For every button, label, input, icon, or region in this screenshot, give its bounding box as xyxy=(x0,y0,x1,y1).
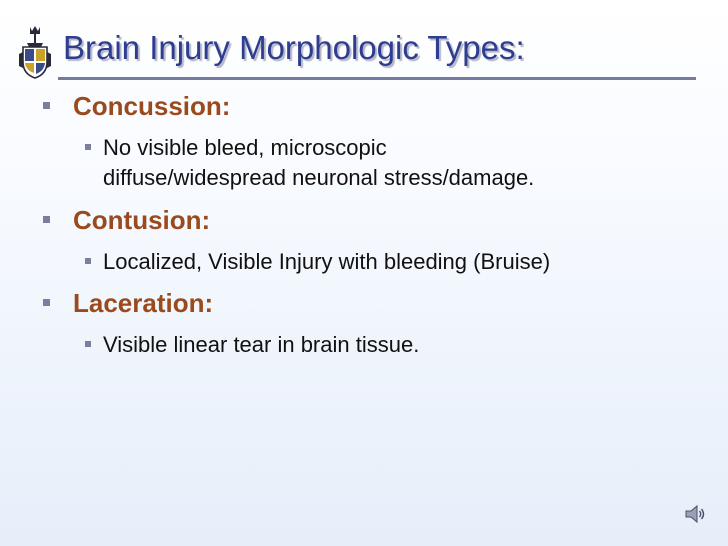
heading-contusion: Contusion: xyxy=(73,205,211,235)
sub-bullet-marker xyxy=(85,258,91,264)
heading-laceration: Laceration: xyxy=(73,288,214,318)
sub-bullet-marker xyxy=(85,144,91,150)
item-text-line: Visible linear tear in brain tissue. xyxy=(103,332,420,357)
sub-bullet-marker xyxy=(85,341,91,347)
heading-concussion: Concussion: xyxy=(73,91,231,121)
crest-logo-icon xyxy=(19,24,51,80)
bullet-marker xyxy=(43,216,50,223)
slide-title: Brain Injury Morphologic Types: xyxy=(63,29,525,66)
item-text-line: No visible bleed, microscopic xyxy=(103,135,387,160)
speaker-icon[interactable] xyxy=(684,503,708,525)
title-divider xyxy=(58,77,696,80)
bullet-marker xyxy=(43,299,50,306)
item-text-line: Localized, Visible Injury with bleeding (Bruise) xyxy=(103,249,551,274)
item-text-line: diffuse/widespread neuronal stress/damage. xyxy=(103,165,535,190)
bullet-marker xyxy=(43,102,50,109)
